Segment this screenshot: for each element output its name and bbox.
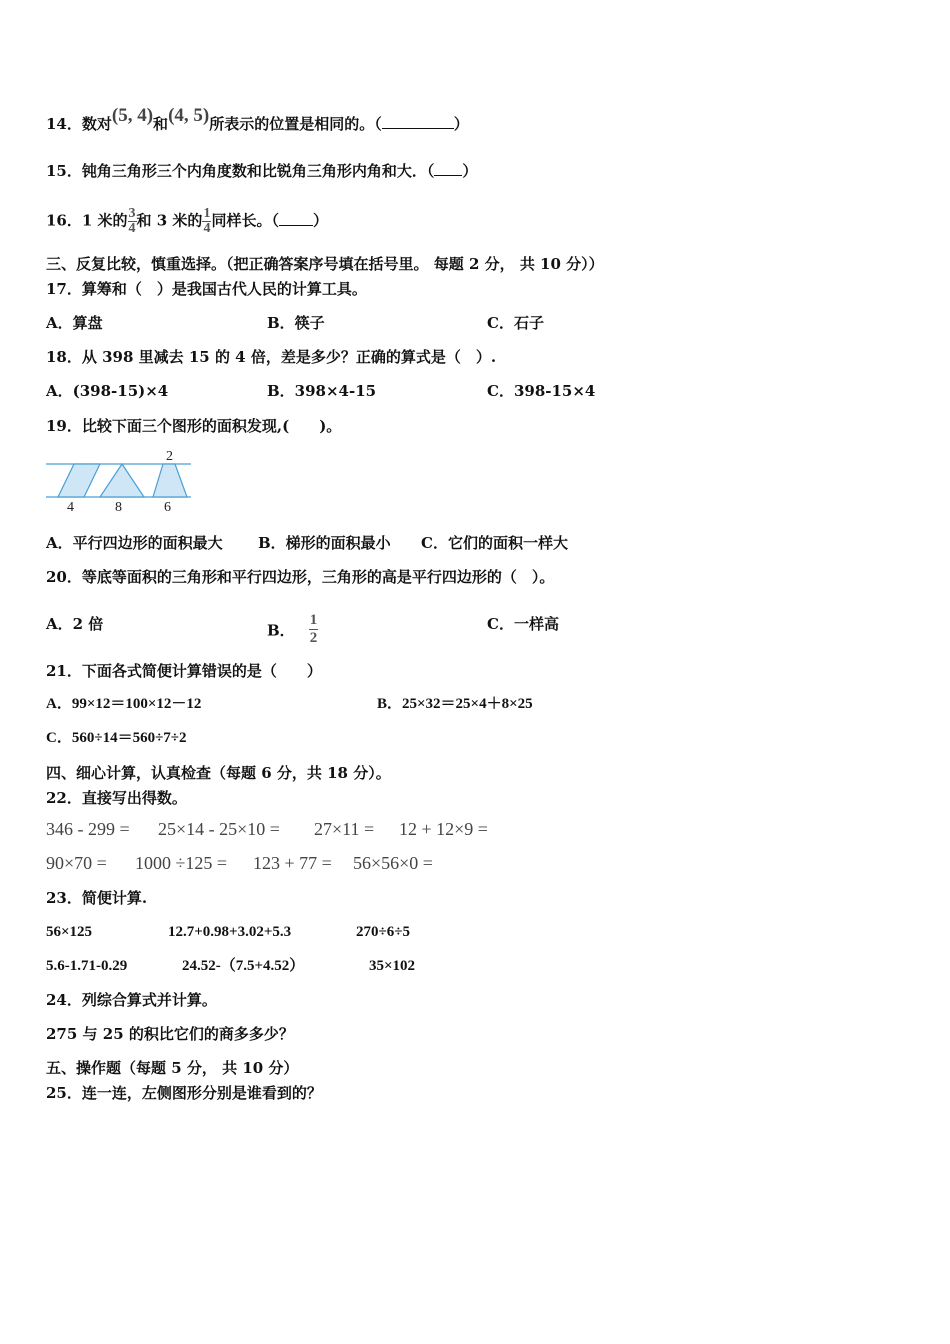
q14-number: 14． — [46, 115, 82, 133]
answer-blank[interactable] — [434, 161, 462, 176]
q14-mid: 和 — [153, 115, 169, 133]
q20-option-a[interactable]: A．2 倍 — [46, 615, 104, 633]
q21-option-a[interactable]: A．99×12＝100×12－12 — [46, 696, 202, 712]
q23-expr-4: 5.6-1.71-0.29 — [46, 958, 128, 974]
q18-option-a[interactable]: A．(398-15)×4 — [46, 382, 169, 400]
q22-expr-8: 56×56×0 = — [353, 853, 433, 873]
q17-option-a[interactable]: A．算盘 — [46, 314, 103, 332]
section-4-heading: 四、细心计算，认真检查（每题 6 分，共 18 分）。 — [46, 764, 391, 782]
q14-close: ） — [453, 115, 469, 133]
question-23-stem: 23．简便计算. — [46, 889, 148, 907]
q22-expr-3: 27×11 = — [314, 819, 375, 839]
q22-expr-1: 346 - 299 = — [46, 819, 130, 839]
q14-pre: 数对 — [81, 115, 112, 133]
answer-blank[interactable] — [279, 211, 313, 226]
question-25-stem: 25．连一连，左侧图形分别是谁看到的？ — [46, 1084, 322, 1102]
q21-option-c[interactable]: C．560÷14＝560÷7÷2 — [46, 730, 187, 746]
q23-expr-2: 12.7+0.98+3.02+5.3 — [168, 924, 292, 940]
q22-expr-5: 90×70 = — [46, 853, 107, 873]
q22-expr-6: 1000 ÷125 = — [135, 853, 228, 873]
question-18-stem: 18．从 398 里减去 15 的 4 倍，差是多少？正确的算式是（ ）. — [46, 348, 497, 366]
q16-b: 和 3 米的 — [136, 211, 203, 230]
q19-option-c[interactable]: C．它们的面积一样大 — [421, 534, 568, 552]
q16-c: 同样长。（ — [211, 211, 279, 230]
question-22-stem: 22．直接写出得数。 — [46, 789, 187, 807]
question-17-stem: 17．算筹和（ ）是我国古代人民的计算工具。 — [46, 280, 367, 298]
fraction-1-4: $\frac{1}{4}$ — [203, 206, 211, 236]
q14-pair-2: (4, 5) — [168, 105, 210, 126]
q19-option-b[interactable]: B．梯形的面积最小 — [258, 534, 391, 552]
question-21-stem: 21．下面各式简便计算错误的是（ ） — [46, 662, 322, 680]
q23-expr-3: 270÷6÷5 — [356, 924, 410, 940]
label-triangle-base: 8 — [115, 500, 122, 514]
q14-pair-1: (5, 4) — [111, 105, 154, 126]
question-19-stem: 19．比较下面三个图形的面积发现,( )。 — [46, 417, 342, 435]
triangle-shape — [100, 464, 144, 497]
q17-option-c[interactable]: C．石子 — [487, 314, 544, 332]
q19-shapes-figure — [44, 446, 194, 514]
q15-close: ） — [462, 162, 478, 180]
q22-expr-2: 25×14 - 25×10 = — [158, 819, 280, 839]
fraction-1-2: $\frac{1}{2}$ — [309, 612, 318, 646]
q14-post: 所表示的位置是相同的。（ — [209, 115, 382, 133]
q18-option-c[interactable]: C．398-15×4 — [487, 382, 596, 400]
question-20-stem: 20．等底等面积的三角形和平行四边形，三角形的高是平行四边形的（ ）。 — [46, 568, 555, 586]
q16-a: 1 米的 — [81, 211, 128, 230]
question-24-stem: 24．列综合算式并计算。 — [46, 991, 217, 1009]
q19-option-a[interactable]: A．平行四边形的面积最大 — [46, 534, 223, 552]
q23-expr-1: 56×125 — [46, 924, 93, 940]
section-5-heading: 五、操作题（每题 5 分， 共 10 分） — [46, 1059, 299, 1077]
answer-blank[interactable] — [382, 114, 454, 129]
q20-option-b-label: B． — [267, 621, 295, 640]
question-15 — [46, 161, 477, 181]
q20-option-b[interactable] — [267, 614, 318, 649]
q23-expr-6: 35×102 — [369, 958, 416, 974]
label-parallelogram-base: 4 — [67, 500, 74, 514]
section-3-heading: 三、反复比较，慎重选择。（把正确答案序号填在括号里。 每题 2 分， 共 10 分）） — [46, 255, 604, 273]
trapezoid-shape — [153, 464, 187, 497]
q23-expr-5: 24.52-（7.5+4.52） — [182, 958, 305, 974]
q17-option-b[interactable]: B．筷子 — [267, 314, 325, 332]
q21-option-b[interactable]: B．25×32＝25×4＋8×25 — [377, 696, 533, 712]
q20-option-c[interactable]: C．一样高 — [487, 615, 559, 633]
question-24-text: 275 与 25 的积比它们的商多多少？ — [46, 1025, 294, 1043]
label-trapezoid-base: 6 — [164, 500, 171, 514]
fraction-3-4: $\frac{3}{4}$ — [128, 206, 136, 236]
q16-number: 16． — [46, 211, 82, 230]
q16-close: ） — [312, 211, 328, 230]
label-trapezoid-top: 2 — [166, 449, 173, 464]
q22-expr-7: 123 + 77 = — [253, 853, 332, 873]
q22-expr-4: 12 + 12×9 = — [399, 819, 488, 839]
question-14 — [46, 105, 469, 134]
question-16 — [46, 207, 328, 236]
q15-text: 15．钝角三角形三个内角度数和比锐角三角形内角和大．（ — [46, 162, 435, 180]
parallelogram-shape — [58, 464, 100, 497]
q18-option-b[interactable]: B．398×4-15 — [267, 382, 377, 400]
